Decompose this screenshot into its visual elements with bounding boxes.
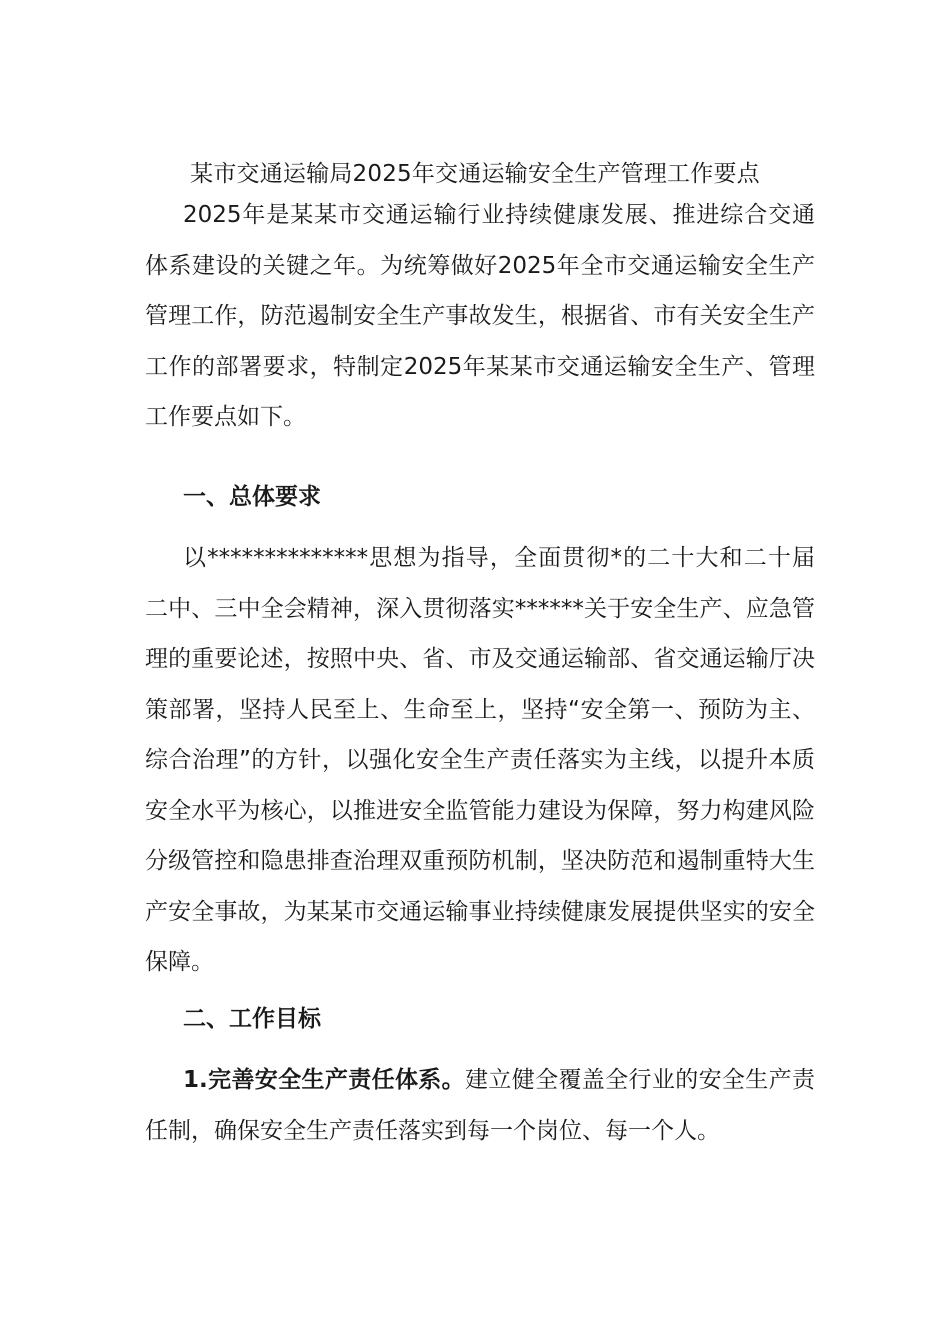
work-goal-item-text: 建立健全覆盖全行业的安全生产责任制，确保安全生产责任落实到每一个岗位、每一个人。 xyxy=(145,1067,815,1144)
section-heading-general-requirements: 一、总体要求 xyxy=(183,484,321,510)
work-goal-item-lead: 1.完善安全生产责任体系。 xyxy=(183,1067,466,1093)
general-requirements-paragraph: 以**************思想为指导，全面贯彻*的二十大和二十届二中、三中全会精神，深入贯彻落实******关于安全生产、应急管理的重要论述，按照中央、省、市及交通运输部、省交通运输厅决策部署，坚持人民至上、生命至上，坚持“安全第一、预防为主、综合治理”的方针，以强化安全生产责任落实为主线，以提升本质安全水平为核心，以推进安全监管能力建设为保障，努力构建风险分级管控和隐患排查治理双重预防机制，坚决防范和遏制重特大生产安全事故，为某某市交通运输事业持续健康发展提供坚实的安全保障。 xyxy=(145,545,815,975)
section-heading-work-goals: 二、工作目标 xyxy=(183,1006,321,1032)
work-goal-item xyxy=(145,1055,815,1156)
intro-paragraph: 2025年是某某市交通运输行业持续健康发展、推进综合交通体系建设的关键之年。为统筹做好2025年全市交通运输安全生产管理工作，防范遏制安全生产事故发生，根据省、市有关安全生产工作的部署要求，特制定2025年某某市交通运输安全生产、管理工作要点如下。 xyxy=(145,202,815,430)
document-title: 某市交通运输局2025年交通运输安全生产管理工作要点 xyxy=(190,161,760,187)
